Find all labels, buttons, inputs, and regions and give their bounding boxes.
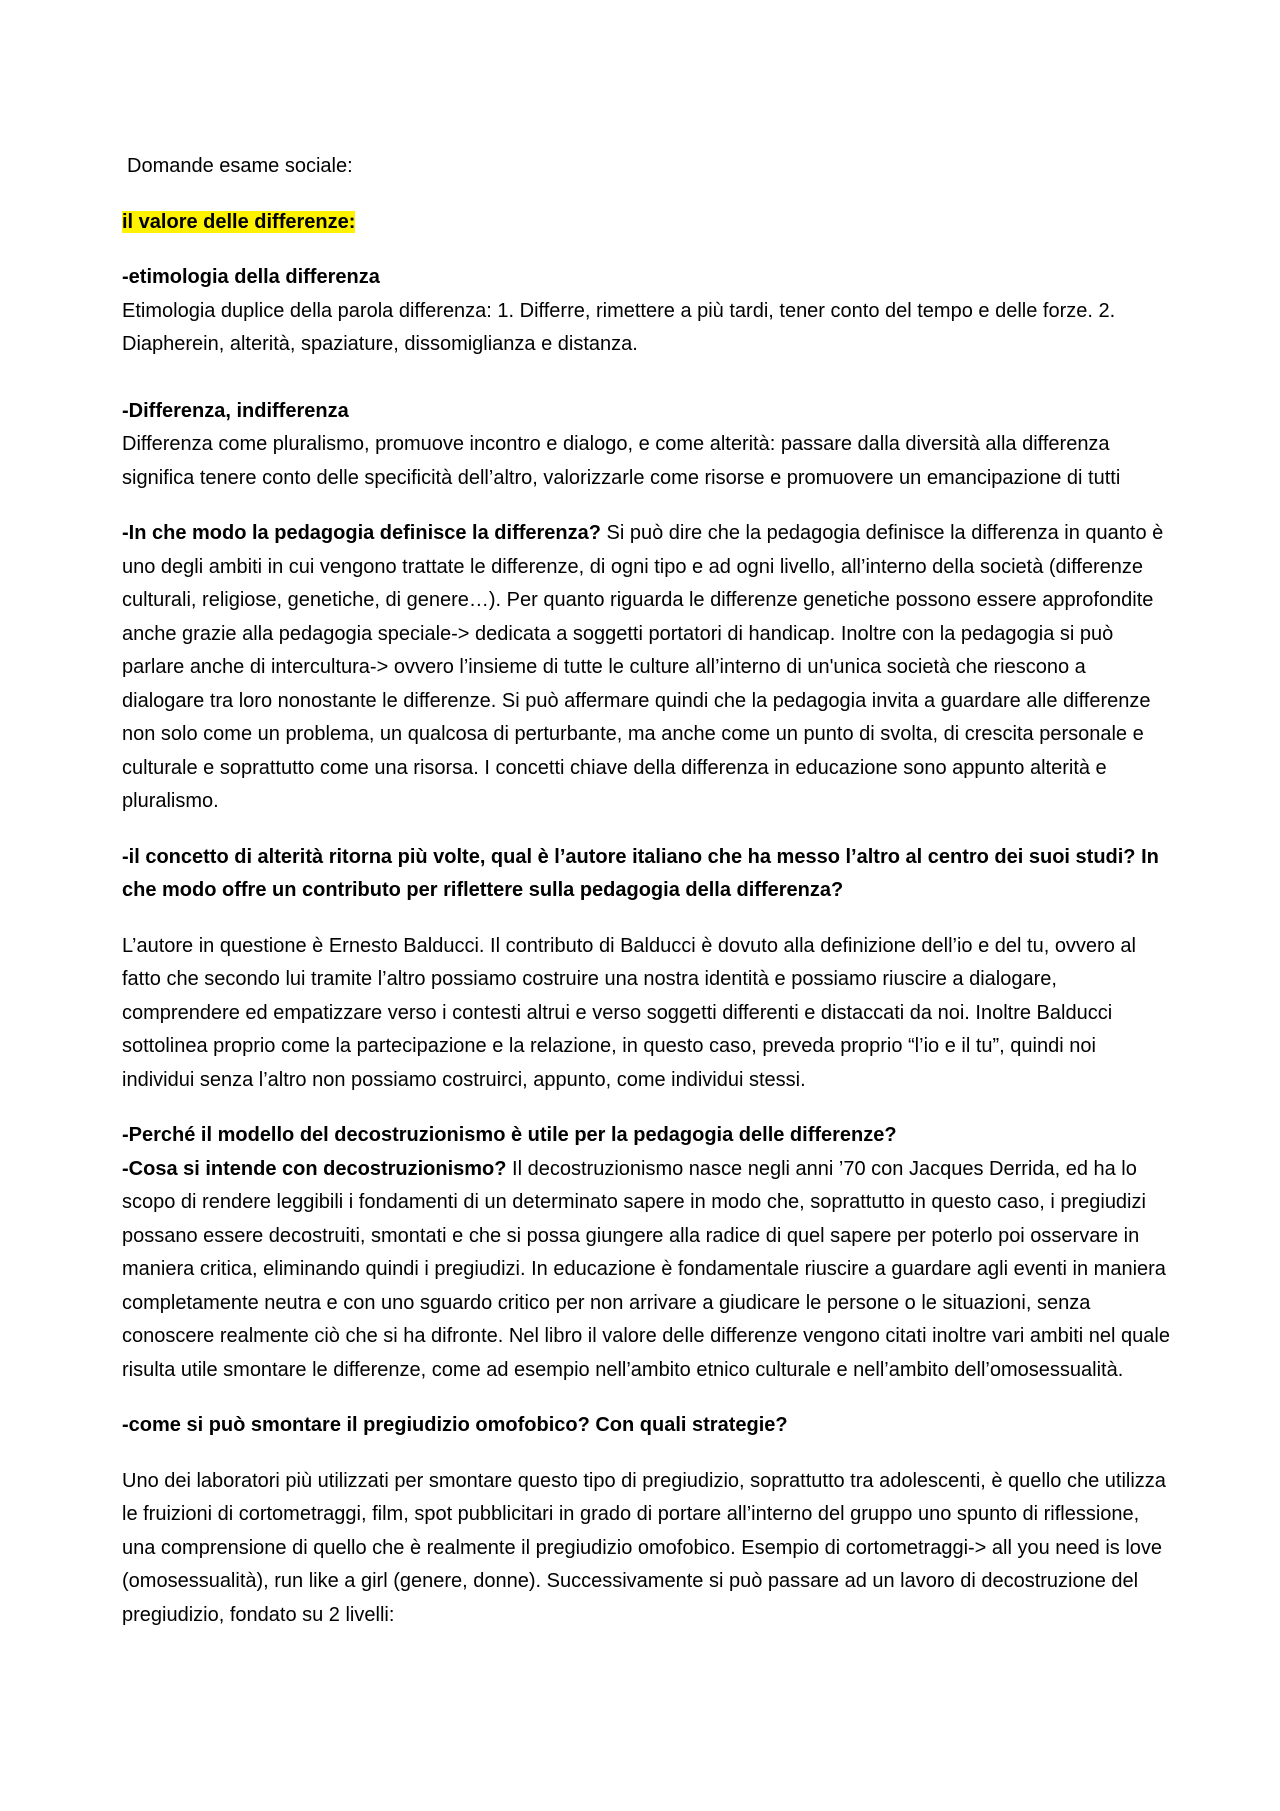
- answer-alterita: L’autore in questione è Ernesto Balducci. Il contributo di Balducci è dovuto alla definizione dell’io e del tu, ovvero al fatto che secondo lui tramite l’altro possiamo costruire una nostra identità e possiamo riuscire a dialogare, comprendere ed empatizzare verso i contesti altrui e verso soggetti differenti e distaccati da noi. Inoltre Balducci sottolinea proprio come la partecipazione e la relazione, in questo caso, preveda proprio “l’io e il tu”, quindi noi individui senza l’altro non possiamo costruirci, appunto, come individui stessi.: [122, 934, 1136, 1091]
- document-title: Domande esame sociale:: [127, 155, 353, 177]
- question-heading-omofobico: -come si può smontare il pregiudizio omofobico? Con quali strategie?: [122, 1414, 788, 1436]
- paragraph-pedagogia: [122, 517, 1172, 819]
- answer-pedagogia: Si può dire che la pedagogia definisce la differenza in quanto è uno degli ambiti in cui vengono trattate le differenze, di ogni tipo e ad ogni livello, all’interno della società (differenze culturali, religiose, genetiche, di genere…). Per quanto riguarda le differenze genetiche possono essere approfondite anche grazie alla pedagogia speciale-> dedicata a soggetti portatori di handicap. Inoltre con la pedagogia si può parlare anche di intercultura-> ovvero l’insieme di tutte le culture all’interno di un'unica società che riescono a dialogare tra loro nonostante le differenze. Si può affermare quindi che la pedagogia invita a guardare alle differenze non solo come un problema, un qualcosa di perturbante, ma anche come un punto di svolta, di crescita personale e culturale e soprattutto come una risorsa. I concetti chiave della differenza in educazione sono appunto alterità e pluralismo.: [122, 522, 1164, 812]
- answer-decostruzionismo: Il decostruzionismo nasce negli anni ’70 con Jacques Derrida, ed ha lo scopo di rendere leggibili i fondamenti di un determinato sapere in modo che, soprattutto in questo caso, i pregiudizi possano essere decostruiti, smontati e che si possa giungere alla radice di quel sapere per poterlo poi osservare in maniera critica, eliminando quindi i pregiudizi. In educazione è fondamentale riuscire a guardare agli eventi in maniera completamente neutra e con uno sguardo critico per non arrivare a giudicare le persone o le situazioni, senza conoscere realmente ciò che si ha difronte. Nel libro il valore delle differenze vengono citati inoltre vari ambiti nel quale risulta utile smontare le differenze, come ad esempio nell’ambito etnico culturale e nell’ambito dell’omosessualità.: [122, 1157, 1170, 1381]
- question-heading-decostruzionismo: -Cosa si intende con decostruzionismo?: [122, 1157, 507, 1180]
- paragraph-decostruzionismo: [122, 1153, 1172, 1388]
- document-page: [122, 150, 1172, 1632]
- section-heading: il valore delle differenze:: [122, 210, 356, 233]
- answer-differenza-indifferenza: Differenza come pluralismo, promuove incontro e dialogo, e come alterità: passare dalla diversità alla differenza significa tenere conto delle specificità dell’altro, valorizzarle come risorse e promuovere un emancipazione di tutti: [122, 433, 1121, 489]
- question-heading-pedagogia: -In che modo la pedagogia definisce la differenza?: [122, 522, 601, 544]
- question-heading-alterita: -il concetto di alterità ritorna più volte, qual è l’autore italiano che ha messo l’altro al centro dei suoi studi? In che modo offre un contributo per riflettere sulla pedagogia della differenza?: [122, 845, 1159, 901]
- question-heading-etimologia: -etimologia della differenza: [122, 266, 380, 288]
- answer-etimologia: Etimologia duplice della parola differenza: 1. Differre, rimettere a più tardi, tener conto del tempo e delle forze. 2. Diapherein, alterità, spaziature, dissomiglianza e distanza.: [122, 299, 1116, 355]
- question-heading-differenza-indifferenza: -Differenza, indifferenza: [122, 399, 349, 422]
- answer-omofobico: Uno dei laboratori più utilizzati per smontare questo tipo di pregiudizio, soprattutto tra adolescenti, è quello che utilizza le fruizioni di cortometraggi, film, spot pubblicitari in grado di portare all’interno del gruppo uno spunto di riflessione, una comprensione di quello che è realmente il pregiudizio omofobico. Esempio di cortometraggi-> all you need is love (omosessualità), run like a girl (genere, donne). Successivamente si può passare ad un lavoro di decostruzione del pregiudizio, fondato su 2 livelli:: [122, 1469, 1166, 1626]
- question-heading-decostruzionismo-utile: -Perché il modello del decostruzionismo è utile per la pedagogia delle differenze?: [122, 1124, 897, 1146]
- section-heading-row: [122, 206, 1172, 240]
